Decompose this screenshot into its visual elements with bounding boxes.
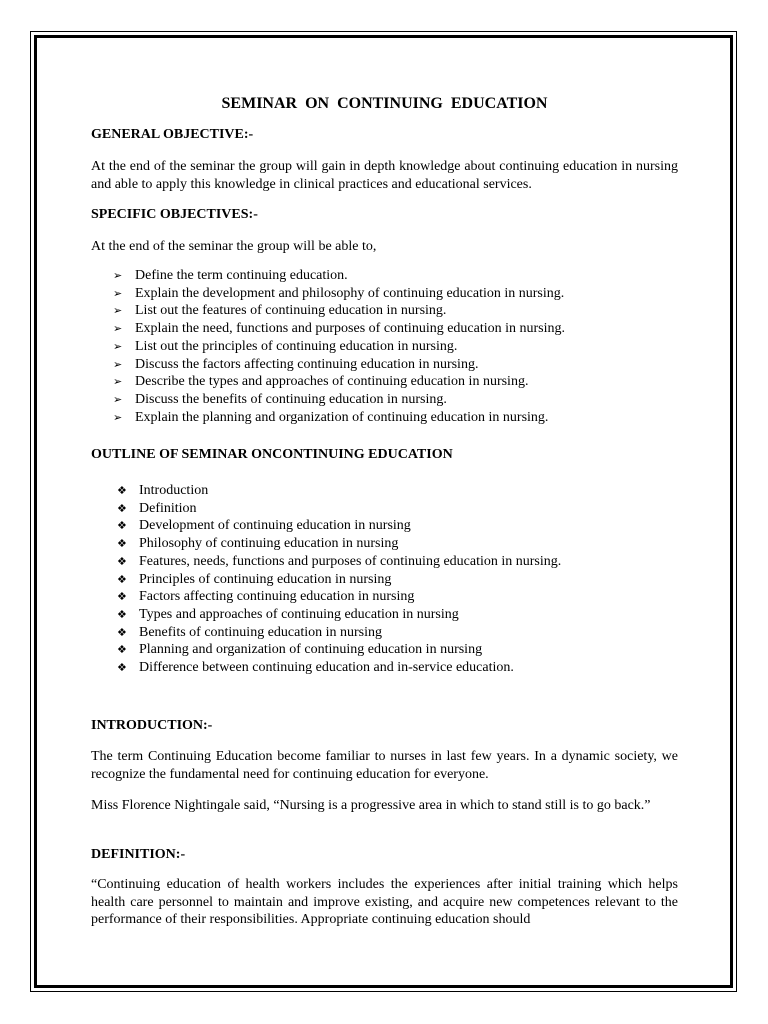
objective-item bbox=[113, 302, 565, 320]
objective-item-text: Describe the types and approaches of continuing education in nursing. bbox=[135, 374, 529, 390]
diamond-bullet-icon: ❖ bbox=[117, 625, 127, 639]
arrow-bullet-icon: ➢ bbox=[113, 392, 123, 406]
objective-item-text: List out the principles of continuing education in nursing. bbox=[135, 338, 458, 354]
arrow-bullet-icon: ➢ bbox=[113, 375, 123, 389]
outline-item-text: Features, needs, functions and purposes of continuing education in nursing. bbox=[139, 553, 562, 569]
introduction-paragraph-1: The term Continuing Education become familiar to nurses in last few years. In a dynamic society, we recognize the fundamental need for continuing education for everyone. bbox=[91, 749, 678, 782]
diamond-bullet-icon: ❖ bbox=[117, 519, 127, 533]
specific-objectives-intro: At the end of the seminar the group will be able to, bbox=[91, 239, 377, 254]
general-objective-heading: GENERAL OBJECTIVE:- bbox=[91, 127, 254, 142]
introduction-paragraph-2: Miss Florence Nightingale said, “Nursing is a progressive area in which to stand still is to go back.” bbox=[91, 798, 651, 813]
outline-item bbox=[117, 588, 561, 606]
objective-item bbox=[113, 391, 565, 409]
outline-item bbox=[117, 624, 561, 642]
outline-item bbox=[117, 659, 561, 677]
objective-item-text: Discuss the factors affecting continuing education in nursing. bbox=[135, 356, 479, 372]
objective-item-text: Explain the development and philosophy of continuing education in nursing. bbox=[135, 285, 565, 301]
objective-item bbox=[113, 338, 565, 356]
arrow-bullet-icon: ➢ bbox=[113, 357, 123, 371]
outline-item-text: Definition bbox=[139, 500, 197, 516]
outline-item bbox=[117, 535, 561, 553]
objective-item bbox=[113, 409, 565, 427]
diamond-bullet-icon: ❖ bbox=[117, 607, 127, 621]
arrow-bullet-icon: ➢ bbox=[113, 322, 123, 336]
outline-item-text: Introduction bbox=[139, 483, 209, 498]
diamond-bullet-icon: ❖ bbox=[117, 572, 127, 586]
outline-item bbox=[117, 571, 561, 589]
diamond-bullet-icon: ❖ bbox=[117, 643, 127, 657]
objective-item-text: Define the term continuing education. bbox=[135, 268, 348, 283]
specific-objectives-heading: SPECIFIC OBJECTIVES:- bbox=[91, 207, 258, 222]
diamond-bullet-icon: ❖ bbox=[117, 501, 127, 515]
specific-objectives-list bbox=[113, 267, 565, 426]
diamond-bullet-icon: ❖ bbox=[117, 554, 127, 568]
outline-item bbox=[117, 606, 561, 624]
outline-item bbox=[117, 482, 561, 500]
outline-item-text: Philosophy of continuing education in nursing bbox=[139, 536, 399, 552]
outline-list bbox=[117, 482, 561, 677]
outline-item-text: Principles of continuing education in nursing bbox=[139, 571, 392, 587]
arrow-bullet-icon: ➢ bbox=[113, 339, 123, 353]
outline-item-text: Development of continuing education in nursing bbox=[139, 518, 411, 534]
outline-item-text: Planning and organization of continuing education in nursing bbox=[139, 642, 483, 658]
diamond-bullet-icon: ❖ bbox=[117, 590, 127, 604]
outline-item bbox=[117, 641, 561, 659]
outline-item-text: Types and approaches of continuing education in nursing bbox=[139, 606, 459, 622]
outline-item-text: Benefits of continuing education in nursing bbox=[139, 624, 383, 640]
outline-item bbox=[117, 500, 561, 518]
diamond-bullet-icon: ❖ bbox=[117, 484, 127, 497]
diamond-bullet-icon: ❖ bbox=[117, 661, 127, 675]
definition-heading: DEFINITION:- bbox=[91, 847, 186, 862]
definition-paragraph-1: “Continuing education of health workers includes the experiences after initial training which helps health care personnel to maintain and improve existing, and acquire new competences relevant to the performance of their responsibilities. Appropriate continuing education should bbox=[91, 877, 678, 928]
objective-item-text: Explain the need, functions and purposes of continuing education in nursing. bbox=[135, 321, 566, 337]
document-title: SEMINAR ON CONTINUING EDUCATION bbox=[221, 95, 548, 112]
outline-item bbox=[117, 553, 561, 571]
outline-item-text: Difference between continuing education and in-service education. bbox=[139, 660, 514, 676]
arrow-bullet-icon: ➢ bbox=[113, 410, 123, 424]
objective-item-text: Discuss the benefits of continuing education in nursing. bbox=[135, 391, 447, 407]
arrow-bullet-icon: ➢ bbox=[113, 286, 123, 300]
introduction-heading: INTRODUCTION:- bbox=[91, 718, 213, 733]
diamond-bullet-icon: ❖ bbox=[117, 537, 127, 551]
objective-item bbox=[113, 356, 565, 374]
outline-heading: OUTLINE OF SEMINAR ONCONTINUING EDUCATION bbox=[91, 447, 453, 462]
arrow-bullet-icon: ➢ bbox=[113, 304, 123, 318]
objective-item bbox=[113, 373, 565, 391]
objective-item bbox=[113, 267, 565, 285]
outline-item-text: Factors affecting continuing education in nursing bbox=[139, 589, 415, 605]
objective-item-text: List out the features of continuing education in nursing. bbox=[135, 303, 447, 319]
arrow-bullet-icon: ➢ bbox=[113, 269, 123, 282]
general-objective-text: At the end of the seminar the group will gain in depth knowledge about continuing education in nursing and able to apply this knowledge in clinical practices and educational services. bbox=[91, 159, 678, 192]
objective-item bbox=[113, 285, 565, 303]
outline-item bbox=[117, 517, 561, 535]
objective-item-text: Explain the planning and organization of continuing education in nursing. bbox=[135, 409, 549, 425]
objective-item bbox=[113, 320, 565, 338]
